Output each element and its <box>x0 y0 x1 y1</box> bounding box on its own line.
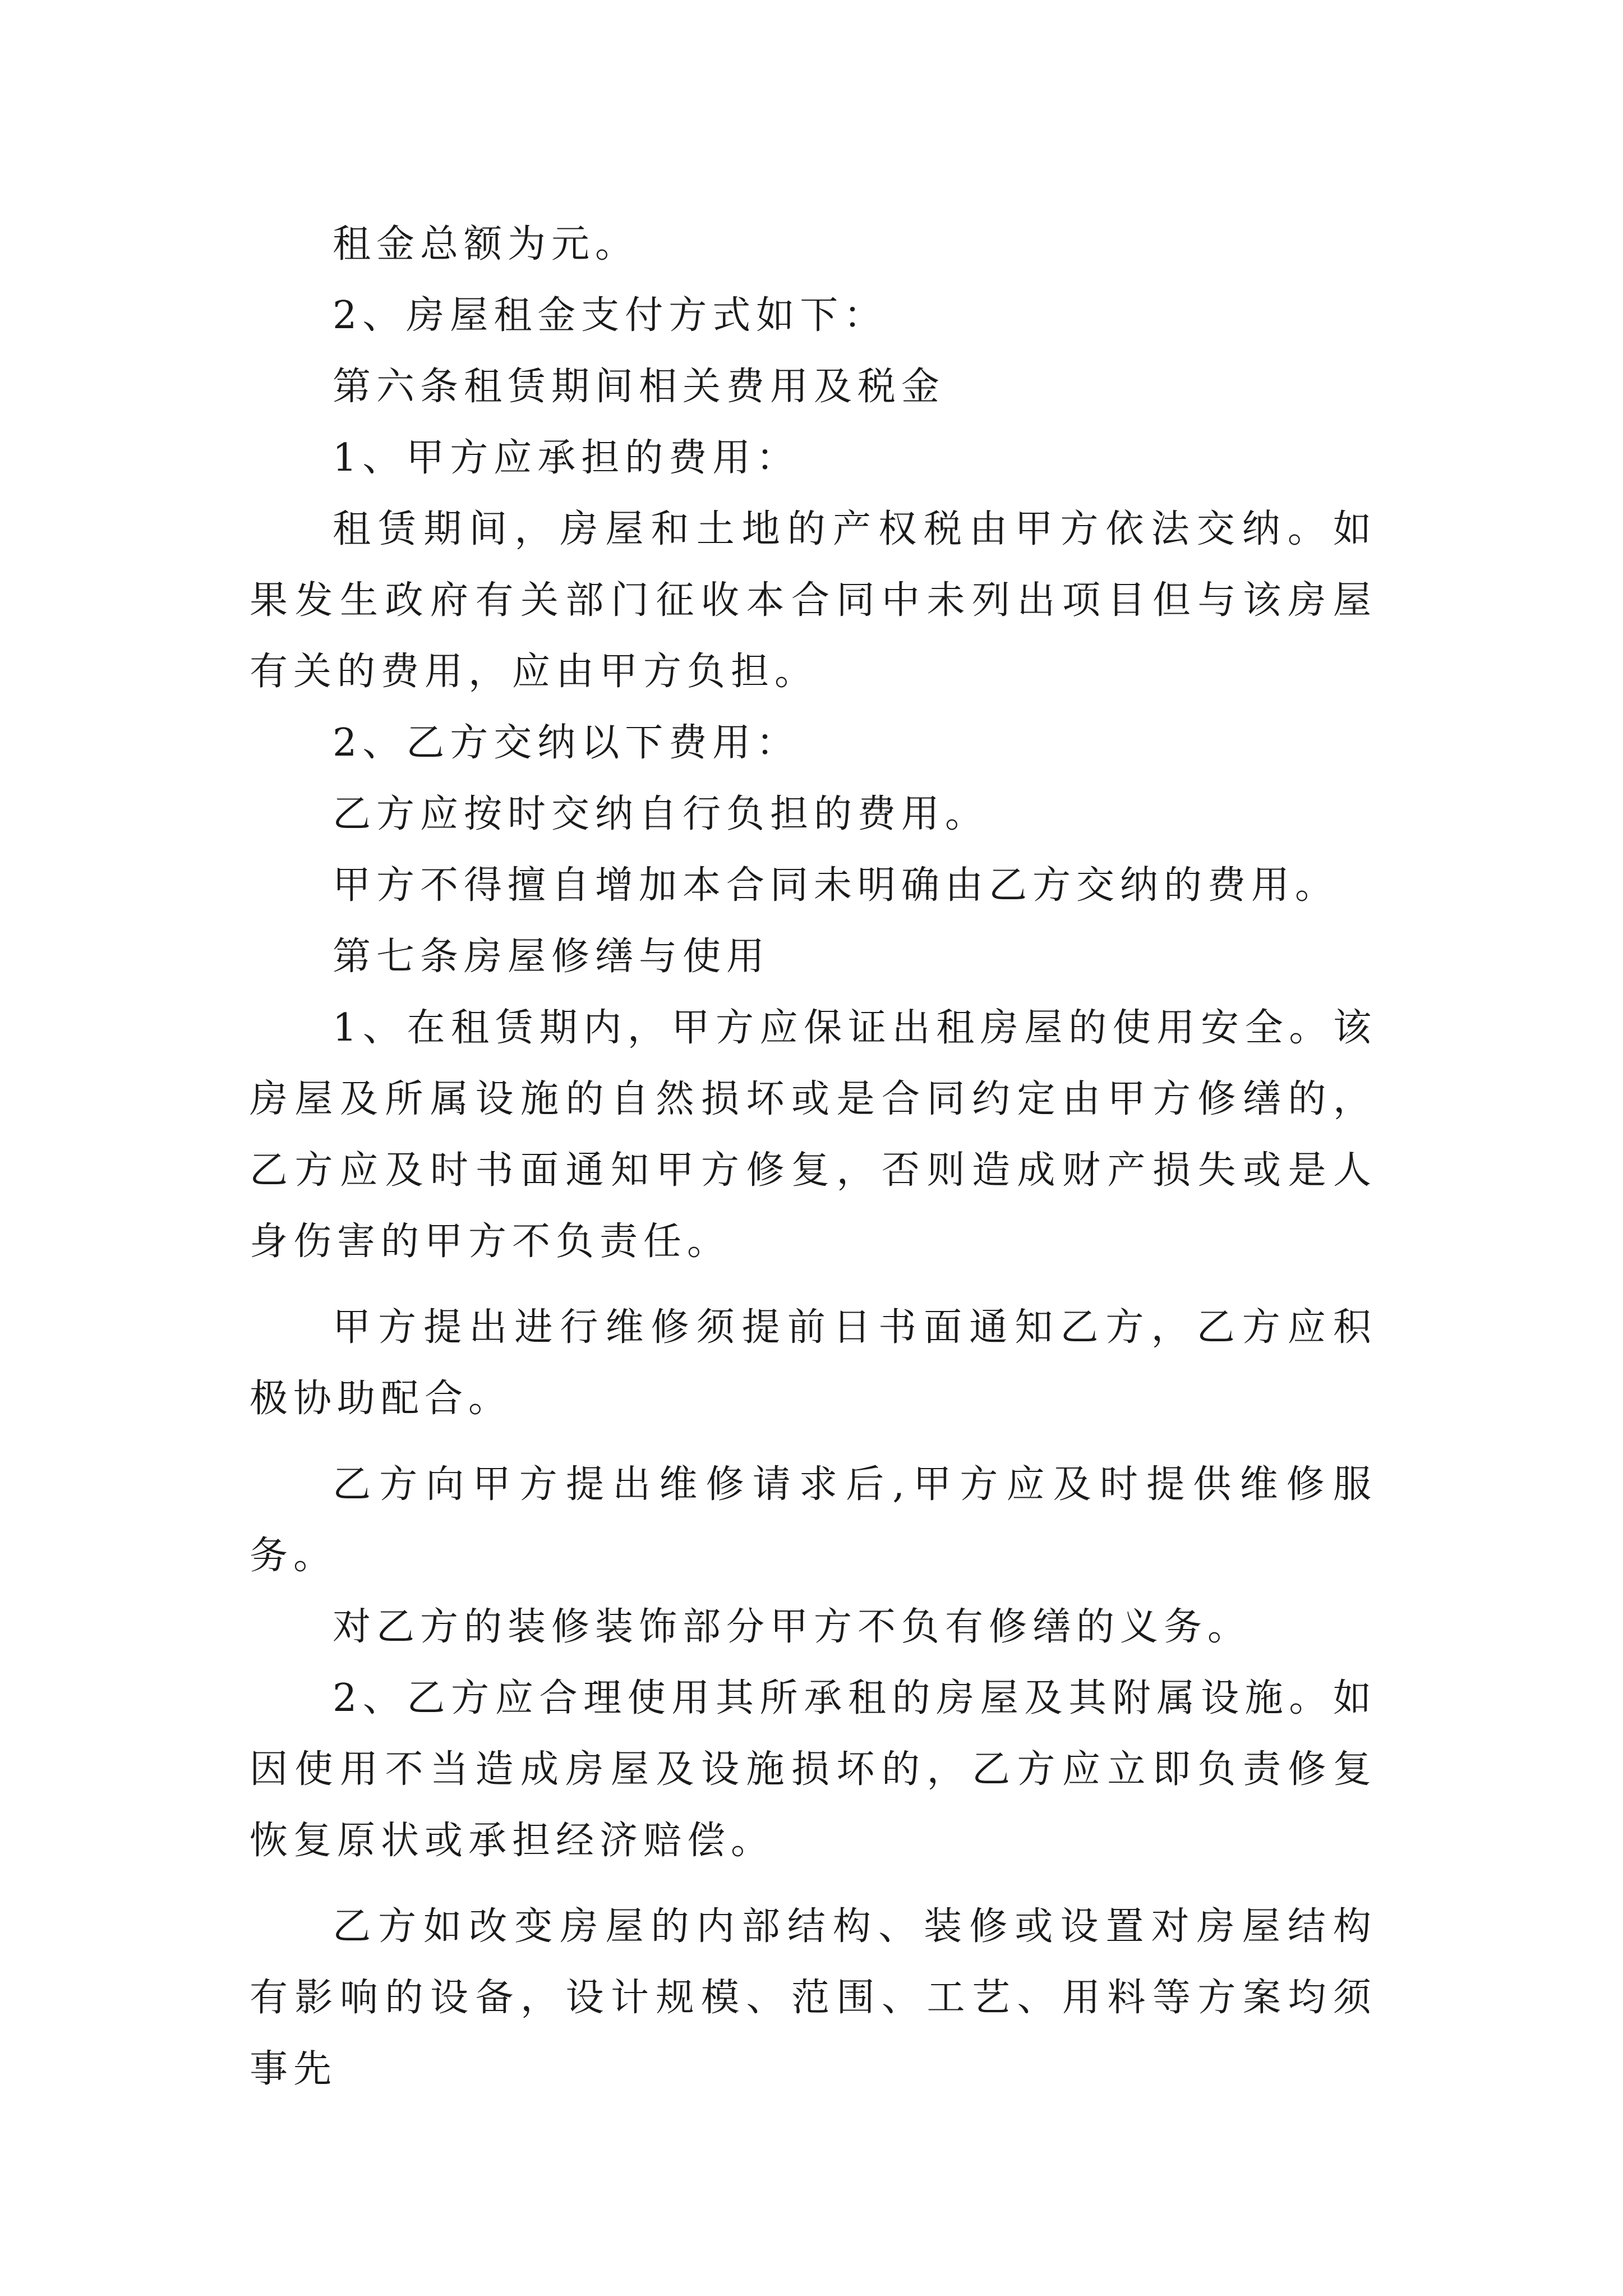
heading-article-seven: 第七条房屋修缮与使用 <box>333 935 771 979</box>
paragraph-no-extra-fees: 甲方不得擅自增加本合同未明确由乙方交纳的费用。 <box>333 863 1339 908</box>
paragraph-party-a-fees: 租赁期间，房屋和土地的产权税由甲方依法交纳。如果发生政府有关部门征收本合同中未列出项目但与该房屋有关的费用，应由甲方负担。 <box>250 507 1377 694</box>
paragraph-structure-changes: 乙方如改变房屋的内部结构、装修或设置对房屋结构有影响的设备，设计规模、范围、工艺、用料等方案均须事先 <box>250 1904 1377 2091</box>
paragraph-party-a-fees-heading: 1、甲方应承担的费用： <box>333 436 800 480</box>
document-body <box>250 209 1377 2105</box>
paragraph-proper-use: 2、乙方应合理使用其所承租的房屋及其附属设施。如因使用不当造成房屋及设施损坏的，乙方应立即负责修复恢复原状或承担经济赔偿。 <box>250 1676 1377 1863</box>
heading-article-six: 第六条租赁期间相关费用及税金 <box>333 365 946 409</box>
paragraph-repair-request: 乙方向甲方提出维修请求后,甲方应及时提供维修服务。 <box>250 1462 1377 1578</box>
paragraph-decoration-repairs: 对乙方的装修装饰部分甲方不负有修缮的义务。 <box>333 1605 1252 1649</box>
paragraph-safety-repairs: 1、在租赁期内，甲方应保证出租房屋的使用安全。该房屋及所属设施的自然损坏或是合同约定由甲方修缮的，乙方应及时书面通知甲方修复，否则造成财产损失或是人身伤害的甲方不负责任。 <box>250 1006 1377 1264</box>
paragraph-repair-notice: 甲方提出进行维修须提前日书面通知乙方，乙方应积极协助配合。 <box>250 1305 1377 1421</box>
paragraph-party-b-fees-heading: 2、乙方交纳以下费用： <box>333 721 800 765</box>
paragraph-party-b-fees: 乙方应按时交纳自行负担的费用。 <box>333 792 989 836</box>
paragraph-rent-total: 租金总额为元。 <box>333 222 639 266</box>
paragraph-payment-method: 2、房屋租金支付方式如下： <box>333 293 888 338</box>
